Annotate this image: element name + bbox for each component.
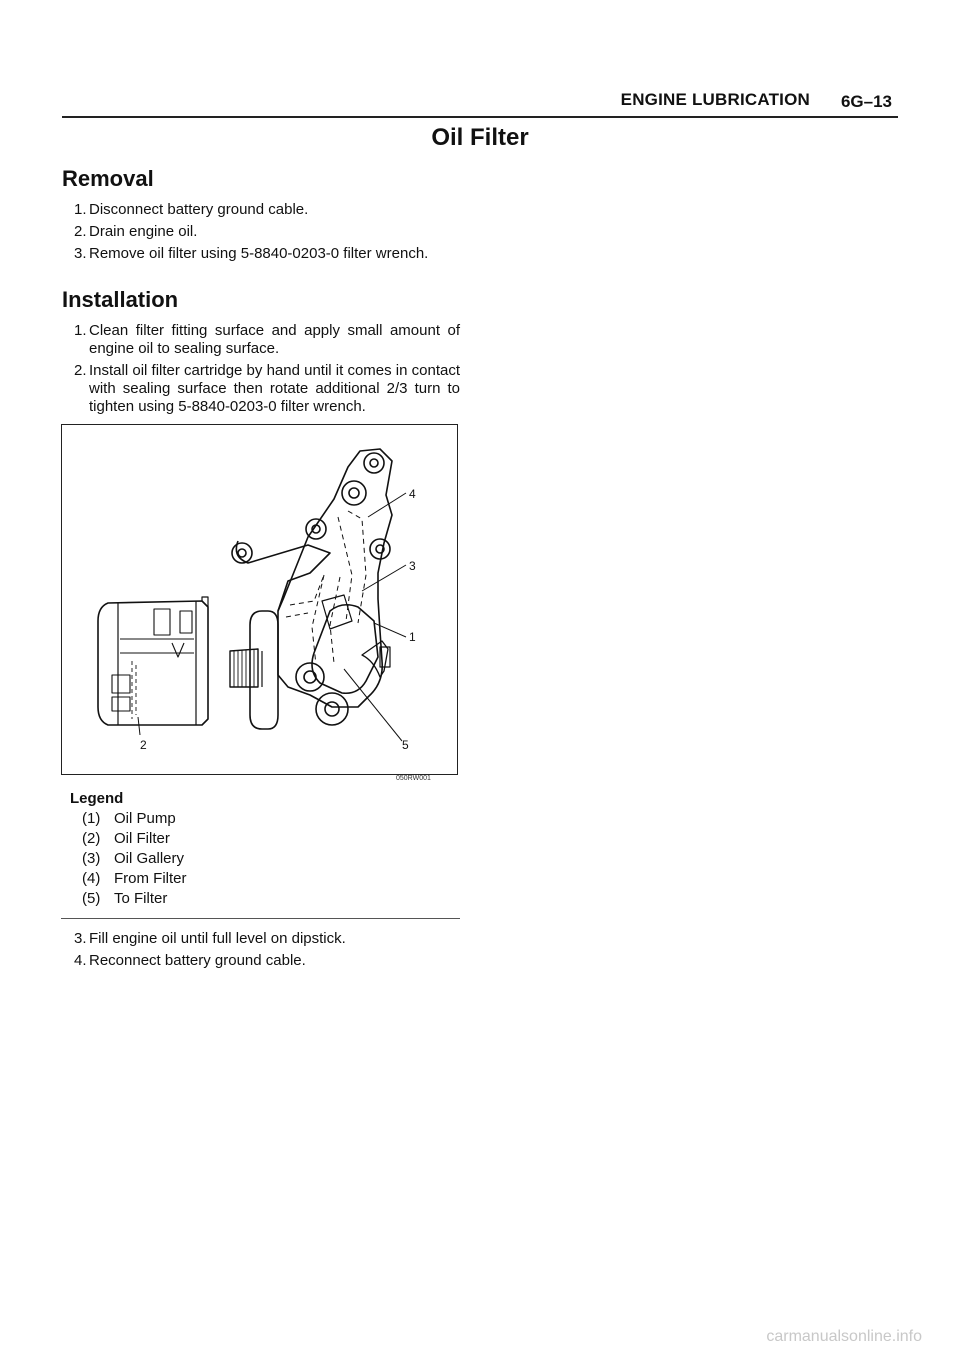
installation-steps — [74, 322, 460, 420]
legend-divider — [61, 918, 460, 919]
legend-item — [70, 869, 187, 889]
legend-label: From Filter — [114, 870, 187, 887]
step-number: 3. — [74, 245, 87, 262]
callout-label: 2 — [140, 738, 147, 752]
step-number: 4. — [74, 952, 87, 969]
legend-number: (3) — [82, 850, 101, 867]
page-title: Oil Filter — [431, 124, 529, 151]
legend — [70, 790, 187, 909]
list-item — [74, 362, 460, 416]
legend-number: (4) — [82, 870, 101, 887]
step-number: 2. — [74, 223, 87, 240]
list-item — [74, 223, 460, 241]
leader-line-2 — [138, 717, 140, 735]
callout-label: 5 — [402, 738, 409, 752]
step-number: 1. — [74, 201, 87, 218]
pump-body — [312, 605, 378, 694]
legend-item — [70, 889, 187, 909]
header-page-number: 6G–13 — [840, 92, 892, 111]
page-header — [62, 88, 898, 118]
legend-title: Legend — [70, 790, 124, 807]
legend-number: (1) — [82, 810, 101, 827]
list-item — [74, 245, 460, 263]
legend-item — [70, 829, 187, 849]
legend-label: Oil Gallery — [114, 850, 185, 867]
removal-steps — [74, 201, 460, 267]
header-section-title: ENGINE LUBRICATION — [620, 90, 810, 109]
callout-label: 1 — [409, 630, 416, 644]
installation-steps-continued — [74, 930, 460, 974]
figure-code: 050RW001 — [396, 775, 431, 782]
leader-line-5 — [344, 669, 402, 741]
removal-heading: Removal — [62, 166, 154, 191]
step-text: Reconnect battery ground cable. — [89, 952, 306, 969]
step-text: Drain engine oil. — [89, 223, 198, 240]
step-text: Disconnect battery ground cable. — [89, 201, 309, 218]
list-item — [74, 930, 460, 948]
installation-heading: Installation — [62, 287, 179, 312]
callout-label: 4 — [409, 487, 416, 501]
leader-line-1 — [374, 623, 406, 637]
diagram-drawing — [62, 425, 457, 774]
leader-line-3 — [362, 565, 406, 591]
list-item — [74, 322, 460, 358]
oil-filter-diagram — [61, 424, 458, 775]
legend-item — [70, 849, 187, 869]
legend-label: Oil Filter — [114, 830, 170, 847]
step-number: 2. — [74, 362, 87, 379]
source-watermark[interactable]: carmanualsonline.info — [766, 1328, 922, 1345]
legend-label: Oil Pump — [114, 810, 176, 827]
list-item — [74, 952, 460, 970]
step-text: Clean filter fitting surface and apply small amount of engine oil to sealing surface. — [89, 322, 460, 357]
step-text: Remove oil filter using 5-8840-0203-0 filter wrench. — [89, 245, 429, 262]
list-item — [74, 201, 460, 219]
legend-number: (2) — [82, 830, 101, 847]
step-text: Install oil filter cartridge by hand until it comes in contact with sealing surface then rotate additional 2/3 turn to tighten using 5-8840-0203-0 filter wrench. — [89, 362, 461, 415]
step-text: Fill engine oil until full level on dipstick. — [89, 930, 346, 947]
legend-label: To Filter — [114, 890, 168, 907]
legend-number: (5) — [82, 890, 101, 907]
step-number: 1. — [74, 322, 87, 339]
legend-item — [70, 809, 187, 829]
step-number: 3. — [74, 930, 87, 947]
callout-label: 3 — [409, 559, 416, 573]
